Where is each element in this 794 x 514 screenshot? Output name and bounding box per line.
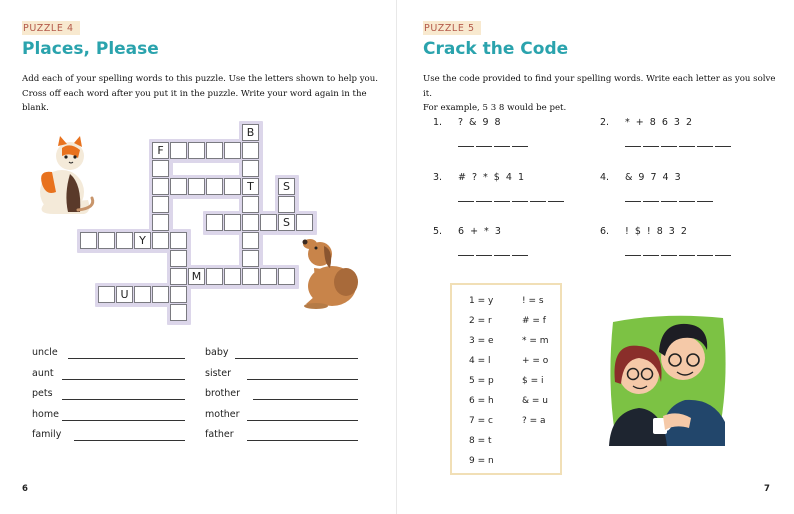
answer-blank[interactable] <box>62 420 185 421</box>
answer-blank[interactable] <box>247 379 358 380</box>
letter-blank[interactable] <box>476 255 492 256</box>
letter-blank[interactable] <box>512 255 528 256</box>
key-entry: + = o <box>522 356 549 366</box>
right-page <box>397 0 794 514</box>
instruction-line: For example, 5 3 8 would be pet. <box>423 103 567 113</box>
key-entry: * = m <box>522 336 549 346</box>
problem-code: # ? * $ 4 1 <box>458 172 526 183</box>
letter-blank[interactable] <box>494 146 510 147</box>
crossword-cell[interactable]: S <box>278 214 295 231</box>
letter-blank[interactable] <box>661 255 677 256</box>
crossword-cell[interactable] <box>80 232 97 249</box>
letter-blank[interactable] <box>643 201 659 202</box>
crossword-cell[interactable] <box>170 142 187 159</box>
crossword-cell[interactable] <box>134 286 151 303</box>
page-number: 7 <box>764 484 770 494</box>
word-label: family <box>32 429 62 440</box>
crossword-cell[interactable] <box>188 178 205 195</box>
answer-blank[interactable] <box>247 420 358 421</box>
crossword-cell[interactable]: Y <box>134 232 151 249</box>
crossword-cell[interactable] <box>224 178 241 195</box>
problem-code: ? & 9 8 <box>458 117 503 128</box>
crossword-grid <box>60 110 300 320</box>
crossword-cell[interactable] <box>242 214 259 231</box>
page-number: 6 <box>22 484 28 494</box>
word-label: aunt <box>32 368 54 379</box>
key-entry: 2 = r <box>469 316 492 326</box>
crossword-cell[interactable]: M <box>188 268 205 285</box>
crossword-cell[interactable] <box>170 268 187 285</box>
answer-blank[interactable] <box>74 440 185 441</box>
letter-blank[interactable] <box>494 255 510 256</box>
puzzle-tag: PUZZLE 4 <box>22 21 80 35</box>
crossword-cell[interactable] <box>224 142 241 159</box>
letter-blank[interactable] <box>697 146 713 147</box>
letter-blank[interactable] <box>697 255 713 256</box>
couple-illustration <box>605 312 729 446</box>
word-label: baby <box>205 347 229 358</box>
letter-blank[interactable] <box>661 146 677 147</box>
crossword-cell[interactable] <box>224 268 241 285</box>
letter-blank[interactable] <box>625 201 641 202</box>
crossword-cell[interactable] <box>260 214 277 231</box>
crossword-cell[interactable] <box>206 142 223 159</box>
letter-blank[interactable] <box>697 201 713 202</box>
crossword-cell[interactable] <box>98 232 115 249</box>
word-label: father <box>205 429 234 440</box>
crossword-cell[interactable] <box>170 232 187 249</box>
crossword-cell[interactable]: T <box>242 178 259 195</box>
crossword-cell[interactable]: U <box>116 286 133 303</box>
letter-blank[interactable] <box>643 255 659 256</box>
crossword-cell[interactable]: S <box>278 178 295 195</box>
key-entry: # = f <box>522 316 546 326</box>
letter-blank[interactable] <box>458 146 474 147</box>
crossword-cell[interactable] <box>152 232 169 249</box>
problem-number: 4. <box>600 172 610 183</box>
problem-number: 2. <box>600 117 610 128</box>
crossword-cell[interactable] <box>242 232 259 249</box>
letter-blank[interactable] <box>679 255 695 256</box>
problem-code: ! $ ! 8 3 2 <box>625 226 689 237</box>
letter-blank[interactable] <box>512 201 528 202</box>
crossword-cell[interactable] <box>278 196 295 213</box>
letter-blank[interactable] <box>476 146 492 147</box>
problem-code: & 9 7 4 3 <box>625 172 683 183</box>
crossword-cell[interactable] <box>170 178 187 195</box>
key-entry: 3 = e <box>469 336 494 346</box>
answer-blank[interactable] <box>247 440 358 441</box>
crossword-cell[interactable] <box>152 214 169 231</box>
word-label: pets <box>32 388 53 399</box>
page-title: Places, Please <box>22 39 159 59</box>
answer-blank[interactable] <box>253 399 358 400</box>
crossword-cell[interactable] <box>242 268 259 285</box>
crossword-cell[interactable]: F <box>152 142 169 159</box>
instruction-line: Cross off each word after you put it in the puzzle. Write your word again in the blank. <box>22 88 367 113</box>
crossword-cell[interactable] <box>170 250 187 267</box>
key-entry: 1 = y <box>469 296 494 306</box>
crossword-cell[interactable] <box>98 286 115 303</box>
crossword-cell[interactable] <box>242 142 259 159</box>
key-entry: ? = a <box>522 416 546 426</box>
letter-blank[interactable] <box>625 255 641 256</box>
crossword-cell[interactable] <box>242 196 259 213</box>
letter-blank[interactable] <box>494 201 510 202</box>
crossword-cell[interactable] <box>242 250 259 267</box>
crossword-cell[interactable] <box>188 142 205 159</box>
crossword-cell[interactable] <box>206 214 223 231</box>
crossword-cell[interactable] <box>152 196 169 213</box>
key-entry: 7 = c <box>469 416 493 426</box>
crossword-cell[interactable] <box>170 304 187 321</box>
crossword-cell[interactable] <box>242 160 259 177</box>
problem-number: 6. <box>600 226 610 237</box>
letter-blank[interactable] <box>625 146 641 147</box>
word-label: uncle <box>32 347 58 358</box>
crossword-cell[interactable] <box>152 286 169 303</box>
crossword-cell[interactable] <box>278 268 295 285</box>
crossword-cell[interactable] <box>206 268 223 285</box>
crossword-cell[interactable] <box>116 232 133 249</box>
key-entry: ! = s <box>522 296 544 306</box>
word-label: sister <box>205 368 232 379</box>
puzzle-tag: PUZZLE 5 <box>423 21 481 35</box>
letter-blank[interactable] <box>661 201 677 202</box>
dog-illustration <box>296 226 364 310</box>
instruction-line: Use the code provided to find your spelling words. Write each letter as you solve it. <box>423 74 776 99</box>
key-entry: 5 = p <box>469 376 494 386</box>
letter-blank[interactable] <box>476 201 492 202</box>
crossword-cell[interactable] <box>152 178 169 195</box>
key-entry: & = u <box>522 396 548 406</box>
crossword-cell[interactable] <box>170 286 187 303</box>
word-label: home <box>32 409 59 420</box>
instructions <box>423 72 783 116</box>
key-entry: 8 = t <box>469 436 492 446</box>
letter-blank[interactable] <box>458 255 474 256</box>
instructions <box>22 72 382 116</box>
problem-number: 5. <box>433 226 443 237</box>
problem-number: 1. <box>433 117 443 128</box>
letter-blank[interactable] <box>679 201 695 202</box>
letter-blank[interactable] <box>530 201 546 202</box>
key-entry: 6 = h <box>469 396 494 406</box>
letter-blank[interactable] <box>458 201 474 202</box>
crossword-cell[interactable] <box>224 214 241 231</box>
answer-blank[interactable] <box>62 399 185 400</box>
answer-blank[interactable] <box>235 358 358 359</box>
crossword-cell[interactable] <box>206 178 223 195</box>
word-label: brother <box>205 388 241 399</box>
key-entry: 4 = l <box>469 356 491 366</box>
word-label: mother <box>205 409 240 420</box>
answer-blank[interactable] <box>62 379 185 380</box>
letter-blank[interactable] <box>715 255 731 256</box>
letter-blank[interactable] <box>512 146 528 147</box>
answer-blank[interactable] <box>68 358 185 359</box>
key-entry: 9 = n <box>469 456 494 466</box>
crossword-cell[interactable] <box>260 268 277 285</box>
code-key <box>450 283 562 475</box>
letter-blank[interactable] <box>548 201 564 202</box>
crossword-cell[interactable]: B <box>242 124 259 141</box>
letter-blank[interactable] <box>643 146 659 147</box>
instruction-line: Add each of your spelling words to this puzzle. Use the letters shown to help you. <box>22 74 378 84</box>
crossword-cell[interactable] <box>152 160 169 177</box>
problem-number: 3. <box>433 172 443 183</box>
key-entry: $ = i <box>522 376 544 386</box>
letter-blank[interactable] <box>715 146 731 147</box>
page-title: Crack the Code <box>423 39 569 59</box>
letter-blank[interactable] <box>679 146 695 147</box>
problem-code: 6 + * 3 <box>458 226 503 237</box>
problem-code: * + 8 6 3 2 <box>625 117 694 128</box>
